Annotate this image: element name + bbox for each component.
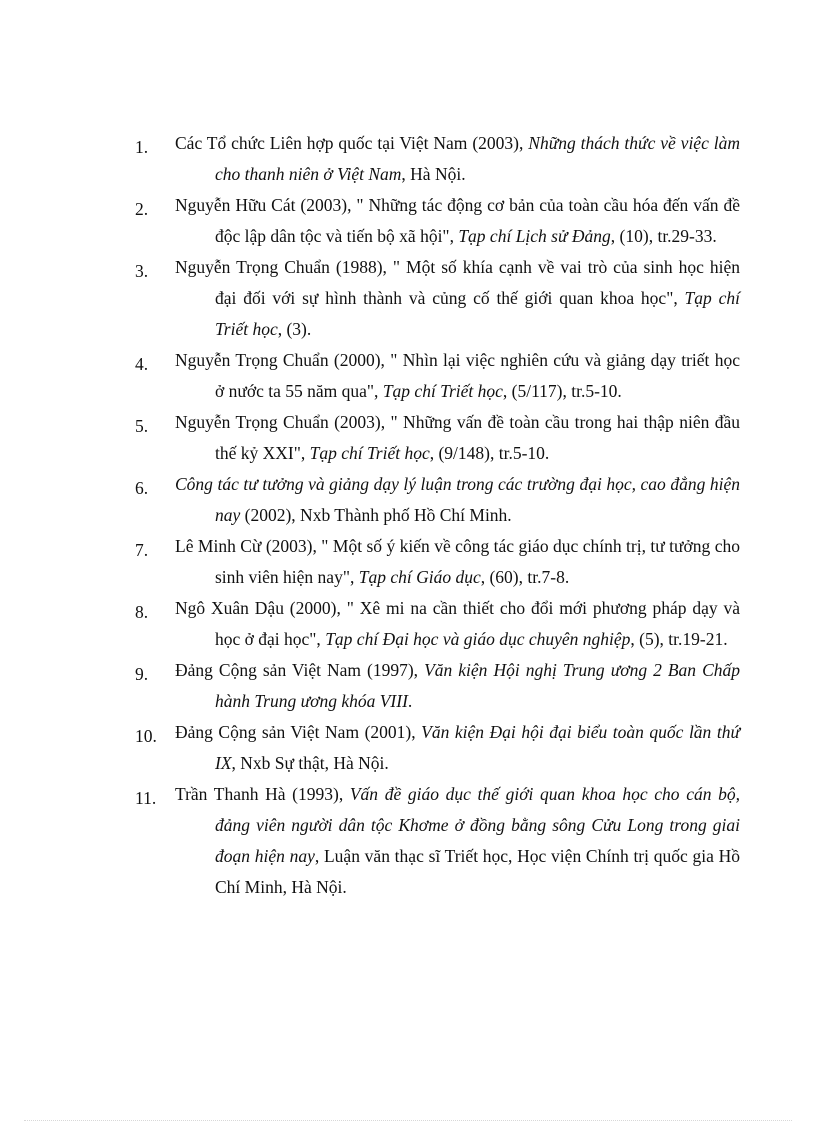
reference-item bbox=[135, 469, 740, 531]
reference-item bbox=[135, 717, 740, 779]
reference-segment: Đảng Cộng sản Việt Nam (1997), bbox=[175, 660, 425, 680]
reference-text bbox=[175, 190, 740, 252]
reference-title-italic: Công tác tư tưởng và giảng dạy lý luận trong các trường đại học, cao đẳng hiện nay bbox=[175, 474, 740, 525]
reference-text bbox=[175, 469, 740, 531]
reference-segment: , Nxb Sự thật, Hà Nội. bbox=[231, 753, 389, 773]
reference-text bbox=[175, 779, 740, 903]
reference-title-italic: Tạp chí Triết học bbox=[382, 381, 503, 401]
reference-number: 1. bbox=[135, 137, 149, 157]
reference-item bbox=[135, 655, 740, 717]
page-bottom-divider bbox=[24, 1120, 792, 1121]
reference-segment: (2002), Nxb Thành phố Hồ Chí Minh. bbox=[240, 505, 512, 525]
reference-title-italic: Tạp chí Lịch sử Đảng bbox=[458, 226, 611, 246]
reference-segment: , (5/117), tr.5-10. bbox=[502, 381, 622, 401]
reference-segment: Lê Minh Cừ (2003), " Một số ý kiến về công tác giáo dục chính trị, tư tưởng cho sinh viên hiện nay", bbox=[175, 536, 740, 587]
reference-segment: , (3). bbox=[277, 319, 312, 339]
reference-segment: Ngô Xuân Dậu (2000), " Xê mi na cần thiết cho đổi mới phương pháp dạy và học ở đại học", bbox=[175, 598, 740, 649]
reference-segment: , Hà Nội. bbox=[401, 164, 466, 184]
reference-segment: , (10), tr.29-33. bbox=[610, 226, 717, 246]
reference-number: 2. bbox=[135, 199, 149, 219]
reference-item bbox=[135, 190, 740, 252]
reference-item bbox=[135, 531, 740, 593]
reference-number: 10. bbox=[135, 726, 157, 746]
reference-number: 11. bbox=[135, 788, 157, 808]
reference-item bbox=[135, 128, 740, 190]
reference-segment: Nguyễn Trọng Chuẩn (2003), " Những vấn đề toàn cầu trong hai thập niên đầu thế kỷ XXI", bbox=[175, 412, 740, 463]
reference-segment: , Luận văn thạc sĩ Triết học, Học viện Chính trị quốc gia Hồ Chí Minh, Hà Nội. bbox=[215, 846, 740, 897]
reference-text bbox=[175, 345, 740, 407]
reference-item bbox=[135, 593, 740, 655]
reference-segment: Nguyễn Trọng Chuẩn (2000), " Nhìn lại việc nghiên cứu và giảng dạy triết học ở nước ta 55 năm qua", bbox=[175, 350, 740, 401]
reference-number: 3. bbox=[135, 261, 149, 281]
reference-text bbox=[175, 252, 740, 345]
reference-title-italic: Văn kiện Đại hội đại biểu toàn quốc lần thứ IX bbox=[215, 722, 740, 773]
reference-title-italic: Vấn đề giáo dục thế giới quan khoa học cho cán bộ, đảng viên người dân tộc Khơme ở đồng bằng sông Cửu Long trong giai đoạn hiện nay bbox=[215, 784, 740, 866]
reference-segment: Nguyễn Hữu Cát (2003), " Những tác động cơ bản của toàn cầu hóa đến vấn đề độc lập dân tộc và tiến bộ xã hội", bbox=[175, 195, 740, 246]
reference-text bbox=[175, 531, 740, 593]
reference-segment: Đảng Cộng sản Việt Nam (2001), bbox=[175, 722, 422, 742]
reference-segment: , (9/148), tr.5-10. bbox=[429, 443, 550, 463]
reference-segment: Nguyễn Trọng Chuẩn (1988), " Một số khía cạnh về vai trò của sinh học hiện đại đối với sự hình thành và củng cố thế giới quan khoa học", bbox=[175, 257, 740, 308]
reference-title-italic: Những thách thức về việc làm cho thanh niên ở Việt Nam bbox=[215, 133, 740, 184]
reference-title-italic: Tạp chí Đại học và giáo dục chuyên nghiệp bbox=[325, 629, 631, 649]
reference-number: 4. bbox=[135, 354, 149, 374]
reference-number: 6. bbox=[135, 478, 149, 498]
reference-title-italic: Văn kiện Hội nghị Trung ương 2 Ban Chấp hành Trung ương khóa VIII bbox=[215, 660, 740, 711]
reference-item bbox=[135, 252, 740, 345]
reference-segment: . bbox=[407, 691, 413, 711]
reference-item bbox=[135, 779, 740, 903]
reference-title-italic: Tạp chí Giáo dục bbox=[358, 567, 481, 587]
reference-number: 5. bbox=[135, 416, 149, 436]
reference-segment: Các Tổ chức Liên hợp quốc tại Việt Nam (2003), bbox=[175, 133, 529, 153]
reference-segment: , (60), tr.7-8. bbox=[480, 567, 570, 587]
reference-text bbox=[175, 128, 740, 190]
reference-number: 7. bbox=[135, 540, 149, 560]
reference-segment: , (5), tr.19-21. bbox=[630, 629, 728, 649]
reference-item bbox=[135, 407, 740, 469]
reference-number: 8. bbox=[135, 602, 149, 622]
reference-text bbox=[175, 655, 740, 717]
reference-item bbox=[135, 345, 740, 407]
reference-text bbox=[175, 593, 740, 655]
reference-text bbox=[175, 717, 740, 779]
reference-title-italic: Tạp chí Triết học bbox=[215, 288, 740, 339]
reference-segment: Trần Thanh Hà (1993), bbox=[175, 784, 350, 804]
reference-number: 9. bbox=[135, 664, 149, 684]
reference-list bbox=[135, 128, 740, 903]
reference-title-italic: Tạp chí Triết học bbox=[309, 443, 430, 463]
reference-text bbox=[175, 407, 740, 469]
